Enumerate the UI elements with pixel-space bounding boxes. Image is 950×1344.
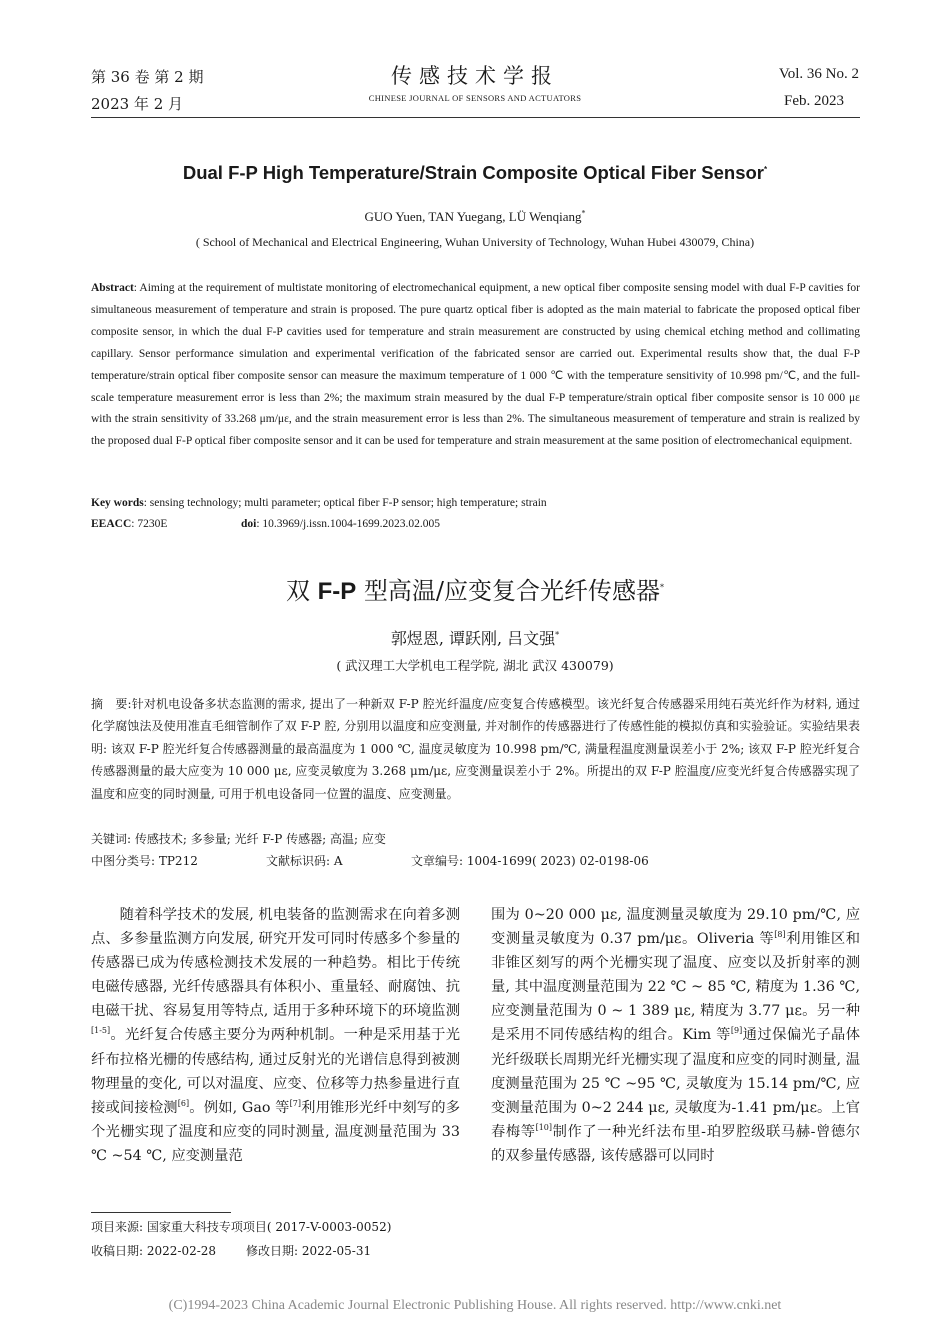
journal-title-en: CHINESE JOURNAL OF SENSORS AND ACTUATORS [368,93,582,103]
chinese-title: 双 F-P 型高温/应变复合光纤传感器* [285,577,665,605]
volume-issue-en: Vol. 36 No. 2 [778,66,859,82]
publish-date-en: Feb. 2023 [784,93,844,109]
english-abstract: Abstract: Aiming at the requirement of multistate monitoring of electromechanical equipment, a new optical fiber composite sensing model with dual F-P cavities for simultaneous measurement of temperature and strain is proposed. The pure quartz optical fiber is adopted as the main material to fabricate the proposed optical fiber composite sensor, in which the dual F-P cavities used for temperature and strain measurement are constructed by using chemical etching method and collimating capillary. Sensor performance simulation and experimental verification of the fabricated sensor are carried out. Experimental results show that, the dual F-P temperature/strain optical fiber composite sensor can measure the maximum temperature of 1 000 ℃ with the temperature sensitivity of 10.998 pm/℃, and the full-scale temperature measurement error is less than 2%; the maximum strain measured by the dual F-P temperature/strain optical fiber composite sensor is 10 000 με with the strain sensitivity of 33.268 μm/με, and the strain measurement error is less than 2%. The simultaneous measurement of temperature and strain is realized by the proposed dual F-P optical fiber composite sensor and it can be used for temperature and strain measurement at the same position of electromechanical equipment. [91,282,860,448]
body-column-right: 围为 0~20 000 με, 温度测量灵敏度为 29.10 pm/℃, 应变测量灵敏度为 0.37 pm/με。Oliveria 等[8]利用锥区和非锥区刻写的两个光栅实现了温度、应变以及折射率的测量, 其中温度测量范围为 22 ℃ ~ 85 ℃, 精度为 1.36 ℃, 应变测量范围为 0 ~ 1 389 με, 精度为 3.77 με。另一种是采用不同传感结构的组合。Kim 等[9]通过保偏光子晶体光纤级联长周期光纤光栅实现了温度和应变的同时测量, 温度测量范围为 25 ℃ ~95 ℃, 灵敏度为 15.14 pm/℃, 应变测量范围为 0~2 244 με, 灵敏度为-1.41 pm/με。上官春梅等[10]制作了一种光纤法布里-珀罗腔级联马赫-曾德尔的双参量传感器, 该传感器可以同时 [491,907,861,1164]
footnote-rule [91,1212,231,1213]
document-code: 文献标识码: A [266,854,343,868]
english-title: Dual F-P High Temperature/Strain Composite Optical Fiber Sensor* [182,162,768,183]
volume-issue: 第 36 卷 第 2 期 [91,68,204,86]
article-number: 文章编号: 1004-1699( 2023) 02-0198-06 [411,854,649,868]
date-note: 收稿日期: 2022-02-28 修改日期: 2022-05-31 [91,1244,372,1258]
journal-title-cn: 传感技术学报 [391,64,559,88]
doi: doi: 10.3969/j.issn.1004-1699.2023.02.005 [241,518,441,530]
english-authors: GUO Yuen, TAN Yuegang, LÜ Wenqiang* [364,208,586,224]
funding-note: 项目来源: 国家重大科技专项项目( 2017-V-0003-0052) [91,1220,392,1234]
chinese-abstract: 摘 要:针对机电设备多状态监测的需求, 提出了一种新双 F-P 腔光纤温度/应变复合传感模型。该光纤复合传感器采用纯石英光纤作为材料, 通过化学腐蚀法及使用准直毛细管制作了双 F-P 腔, 分别用以温度和应变测量, 并对制作的传感器进行了传感性能的模拟仿真和实验验证。实验结果表明: 该双 F-P 腔光纤复合传感器测量的最高温度为 1 000 ℃, 温度灵敏度为 10.998 pm/℃, 满量程温度测量误差小于 2%; 该双 F-P 腔光纤复合传感器测量的最大应变为 10 000 με, 应变灵敏度为 3.268 μm/με, 应变测量误差小于 2%。所提出的双 F-P 腔温度/应变光纤复合传感器实现了温度和应变的同时测量, 可用于机电设备同一位置的温度、应变测量。 [91,697,861,801]
copyright-footer: (C)1994-2023 China Academic Journal Electronic Publishing House. All rights reserved. http://www.cnki.net [168,1298,782,1313]
chinese-authors: 郭煜恩, 谭跃刚, 吕文强* [390,629,560,648]
english-keywords: Key words: sensing technology; multi parameter; optical fiber F-P sensor; high temperature; strain [91,497,547,509]
chinese-affiliation: ( 武汉理工大学机电工程学院, 湖北 武汉 430079) [336,658,614,673]
header-rule [91,117,860,118]
chinese-keywords: 关键词: 传感技术; 多参量; 光纤 F-P 传感器; 高温; 应变 [91,832,386,846]
body-column-left: 随着科学技术的发展, 机电装备的监测需求在向着多测点、多参量监测方向发展, 研究开发可同时传感多个参量的传感器已成为传感检测技术发展的一种趋势。相比于传统电磁传感器, 光纤传感器具有体积小、重量轻、耐腐蚀、抗电磁干扰、容易复用等特点, 适用于多种环境下的环境监测[1-5]。光纤复合传感主要分为两种机制。一种是采用基于光纤布拉格光栅的传感结构, 通过反射光的光谱信息得到被测物理量的变化, 可以对温度、应变、位移等力热参量进行直接或间接检测[6]。例如, Gao 等[7]利用锥形光纤中刻写的多个光栅实现了温度和应变的同时测量, 温度测量范围为 33 ℃ ~54 ℃, 应变测量范 [91,907,461,1164]
eeacc-doi: EEACC: 7230E doi: 10.3969/j.issn.1004-1699.2023.02.005 [91,518,441,530]
clc-number: 中图分类号: TP212 [91,854,198,868]
publish-date: 2023 年 2 月 [91,95,184,113]
english-affiliation: ( School of Mechanical and Electrical Engineering, Wuhan University of Technology, Wuhan Hubei 430079, China) [195,235,755,249]
